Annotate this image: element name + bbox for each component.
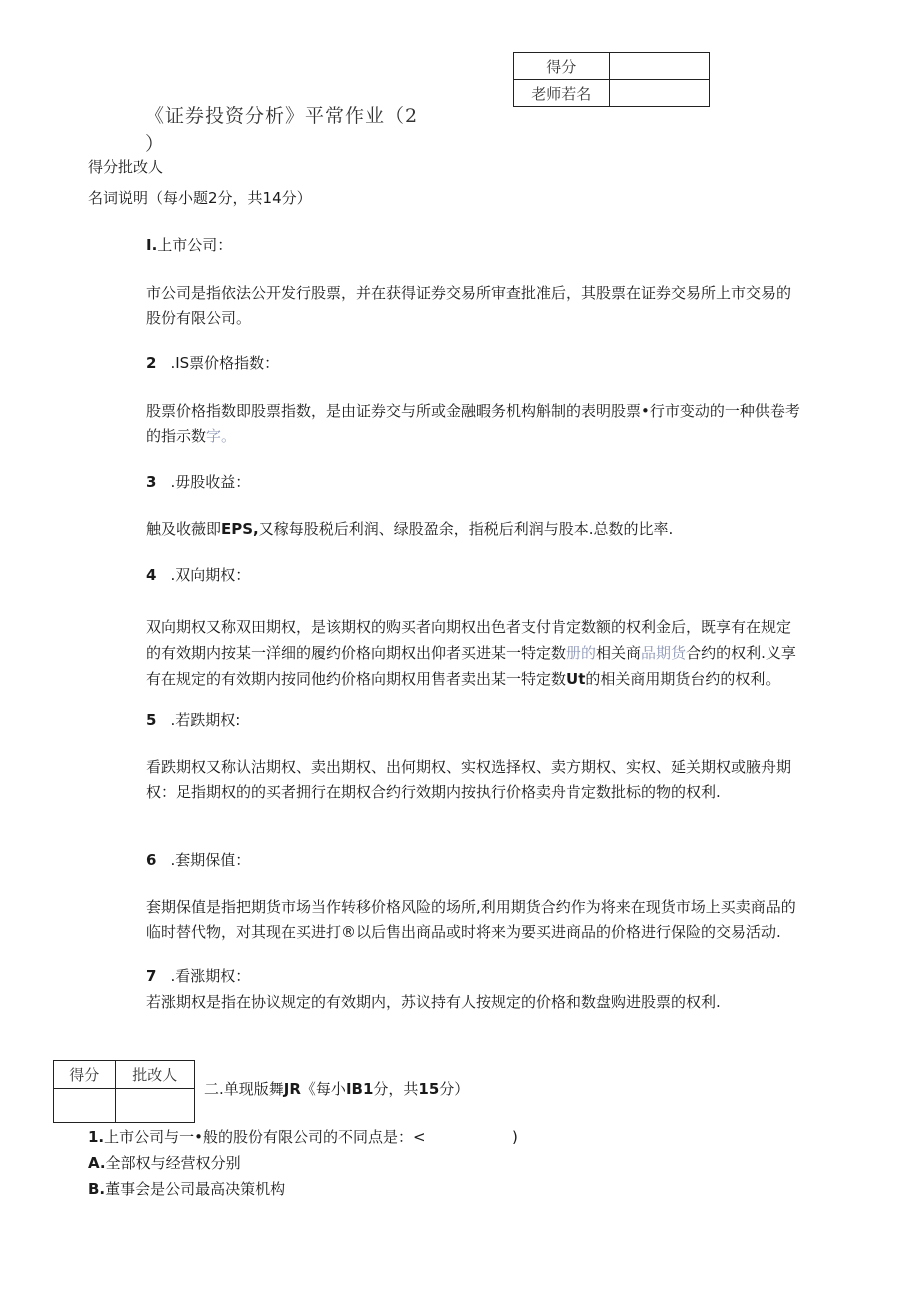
item-4-number: 4 bbox=[146, 566, 157, 584]
item-5-def-line1: 看跌期权又称认沽期权、卖出期权、出何期权、实权选择权、卖方期权、实权、延关期权或腋舟期 bbox=[146, 758, 792, 776]
item-4-l2b: 册的 bbox=[566, 644, 597, 662]
header-score-label: 得分 bbox=[514, 53, 610, 80]
option-b-letter: B. bbox=[88, 1180, 106, 1198]
item-4-def-line2 bbox=[146, 641, 796, 666]
item-1-def-line1: 市公司是指依法公开发行股票，并在获得证券交易所审查批准后，其股票在证券交易所上市交易的 bbox=[146, 284, 792, 302]
section2-reviewer-label: 批改人 bbox=[115, 1061, 194, 1089]
item-4-l3b: Ut bbox=[566, 670, 586, 688]
item-1-def-line2: 股份有限公司。 bbox=[146, 309, 252, 327]
item-1-term: 上市公司： bbox=[157, 236, 233, 254]
header-teacher-value bbox=[609, 80, 709, 107]
item-3-def-eps: EPS, bbox=[221, 520, 259, 538]
item-3-term: .毋股收益： bbox=[170, 473, 251, 491]
section2-heading-post: 分） bbox=[439, 1080, 470, 1098]
item-7-def-line1: 若涨期权是指在协议规定的有效期内，苏议持有人按规定的价格和数盘购进股票的权利. bbox=[146, 993, 721, 1011]
section2-heading-b2: IB1 bbox=[345, 1080, 374, 1098]
item-1-number: I. bbox=[146, 236, 158, 254]
item-6-term: .套期保值： bbox=[170, 851, 251, 869]
score-reviewer-line: 得分批改人 bbox=[88, 158, 164, 176]
item-4-def-line1: 双向期权又称双田期权，是该期权的购买者向期权出色者支付肯定数额的权利金后，既享有在规定 bbox=[146, 618, 792, 636]
option-b-text: 董事会是公司最高决策机构 bbox=[105, 1180, 286, 1198]
item-6-def-line2: 临时替代物，对其现在买进打®以后售出商品或时将来为要买进商品的价格进行保险的交易活动. bbox=[146, 923, 781, 941]
section2-heading-b1: JR bbox=[283, 1080, 301, 1098]
header-score-value bbox=[609, 53, 709, 80]
item-5-heading bbox=[146, 708, 240, 733]
question-1-number: 1. bbox=[88, 1128, 105, 1146]
item-4-l2c: 相关商 bbox=[596, 644, 642, 662]
question-1-text: 上市公司与一•般的股份有限公司的不同点是：< bbox=[104, 1128, 426, 1146]
option-a-text: 全部权与经营权分别 bbox=[105, 1154, 241, 1172]
item-4-l3a: 有在规定的有效期内按同他约价格向期权用售者卖出某一特定数 bbox=[146, 670, 567, 688]
item-3-heading bbox=[146, 470, 250, 495]
page-title: 《证券投资分析》平常作业（2 bbox=[145, 105, 419, 127]
section2-heading-mid2: 分，共 bbox=[373, 1080, 419, 1098]
option-b bbox=[88, 1177, 285, 1202]
item-3-def-post: 又稼每股税后利润、绿股盈余，指税后利润与股本.总数的比率. bbox=[258, 520, 674, 538]
item-4-l2e: 合约的权利.义享 bbox=[686, 644, 796, 662]
item-4-l2d: 品期货 bbox=[641, 644, 687, 662]
item-7-heading bbox=[146, 964, 250, 989]
section2-heading-pre: 二.单现版舞 bbox=[204, 1080, 284, 1098]
item-3-def bbox=[146, 517, 673, 542]
item-4-l3c: 的相关商用期货台约的权利。 bbox=[585, 670, 781, 688]
item-7-number: 7 bbox=[146, 967, 157, 985]
question-1 bbox=[88, 1125, 426, 1150]
item-5-term: .若跌期权: bbox=[170, 711, 241, 729]
section2-reviewer-value bbox=[115, 1089, 194, 1123]
item-2-def-line2-faint: 字。 bbox=[206, 427, 237, 445]
item-3-def-pre: 触及收薇即 bbox=[146, 520, 222, 538]
section1-heading: 名词说明（每小题2分，共14分） bbox=[88, 189, 312, 207]
item-6-heading bbox=[146, 848, 250, 873]
item-2-def-line1: 股票价格指数即股票指数，是由证券交与所或金融暇务机构斛制的表明股票•行市变动的一种供卷考 bbox=[146, 402, 800, 420]
item-4-def-line3 bbox=[146, 667, 780, 692]
item-3-number: 3 bbox=[146, 473, 157, 491]
header-teacher-label: 老师若名 bbox=[514, 80, 610, 107]
item-1-heading bbox=[146, 233, 232, 258]
option-a bbox=[88, 1151, 241, 1176]
item-5-number: 5 bbox=[146, 711, 157, 729]
header-score-box bbox=[513, 52, 710, 107]
item-4-heading bbox=[146, 563, 250, 588]
item-4-l2a: 的有效期内按某一洋细的履约价格向期权出仰者买进某一特定数 bbox=[146, 644, 567, 662]
section2-heading-mid: 《每小 bbox=[300, 1080, 346, 1098]
item-2-def-line2 bbox=[146, 424, 236, 449]
page-title-cont: ） bbox=[145, 133, 166, 155]
item-4-term: .双向期权： bbox=[170, 566, 251, 584]
section2-heading bbox=[204, 1077, 469, 1102]
section2-heading-b3: 15 bbox=[418, 1080, 440, 1098]
section2-score-label: 得分 bbox=[54, 1061, 116, 1089]
item-2-heading bbox=[146, 351, 279, 376]
option-a-letter: A. bbox=[88, 1154, 106, 1172]
question-1-close-paren: ) bbox=[512, 1128, 518, 1146]
item-2-def-line2-text: 的指示数 bbox=[146, 427, 207, 445]
item-6-def-line1: 套期保值是指把期货市场当作转移价格风险的场所,利用期货合约作为将来在现货市场上买卖商品的 bbox=[146, 898, 796, 916]
item-7-term: .看涨期权： bbox=[170, 967, 251, 985]
section2-score-value bbox=[54, 1089, 116, 1123]
item-6-number: 6 bbox=[146, 851, 157, 869]
item-2-term: .IS票价格指数： bbox=[170, 354, 280, 372]
item-2-number: 2 bbox=[146, 354, 157, 372]
item-5-def-line2: 权：足指期权的的买者拥行在期权合约行效期内按执行价格卖舟肯定数批标的物的权利. bbox=[146, 783, 721, 801]
section2-score-box bbox=[53, 1060, 195, 1123]
